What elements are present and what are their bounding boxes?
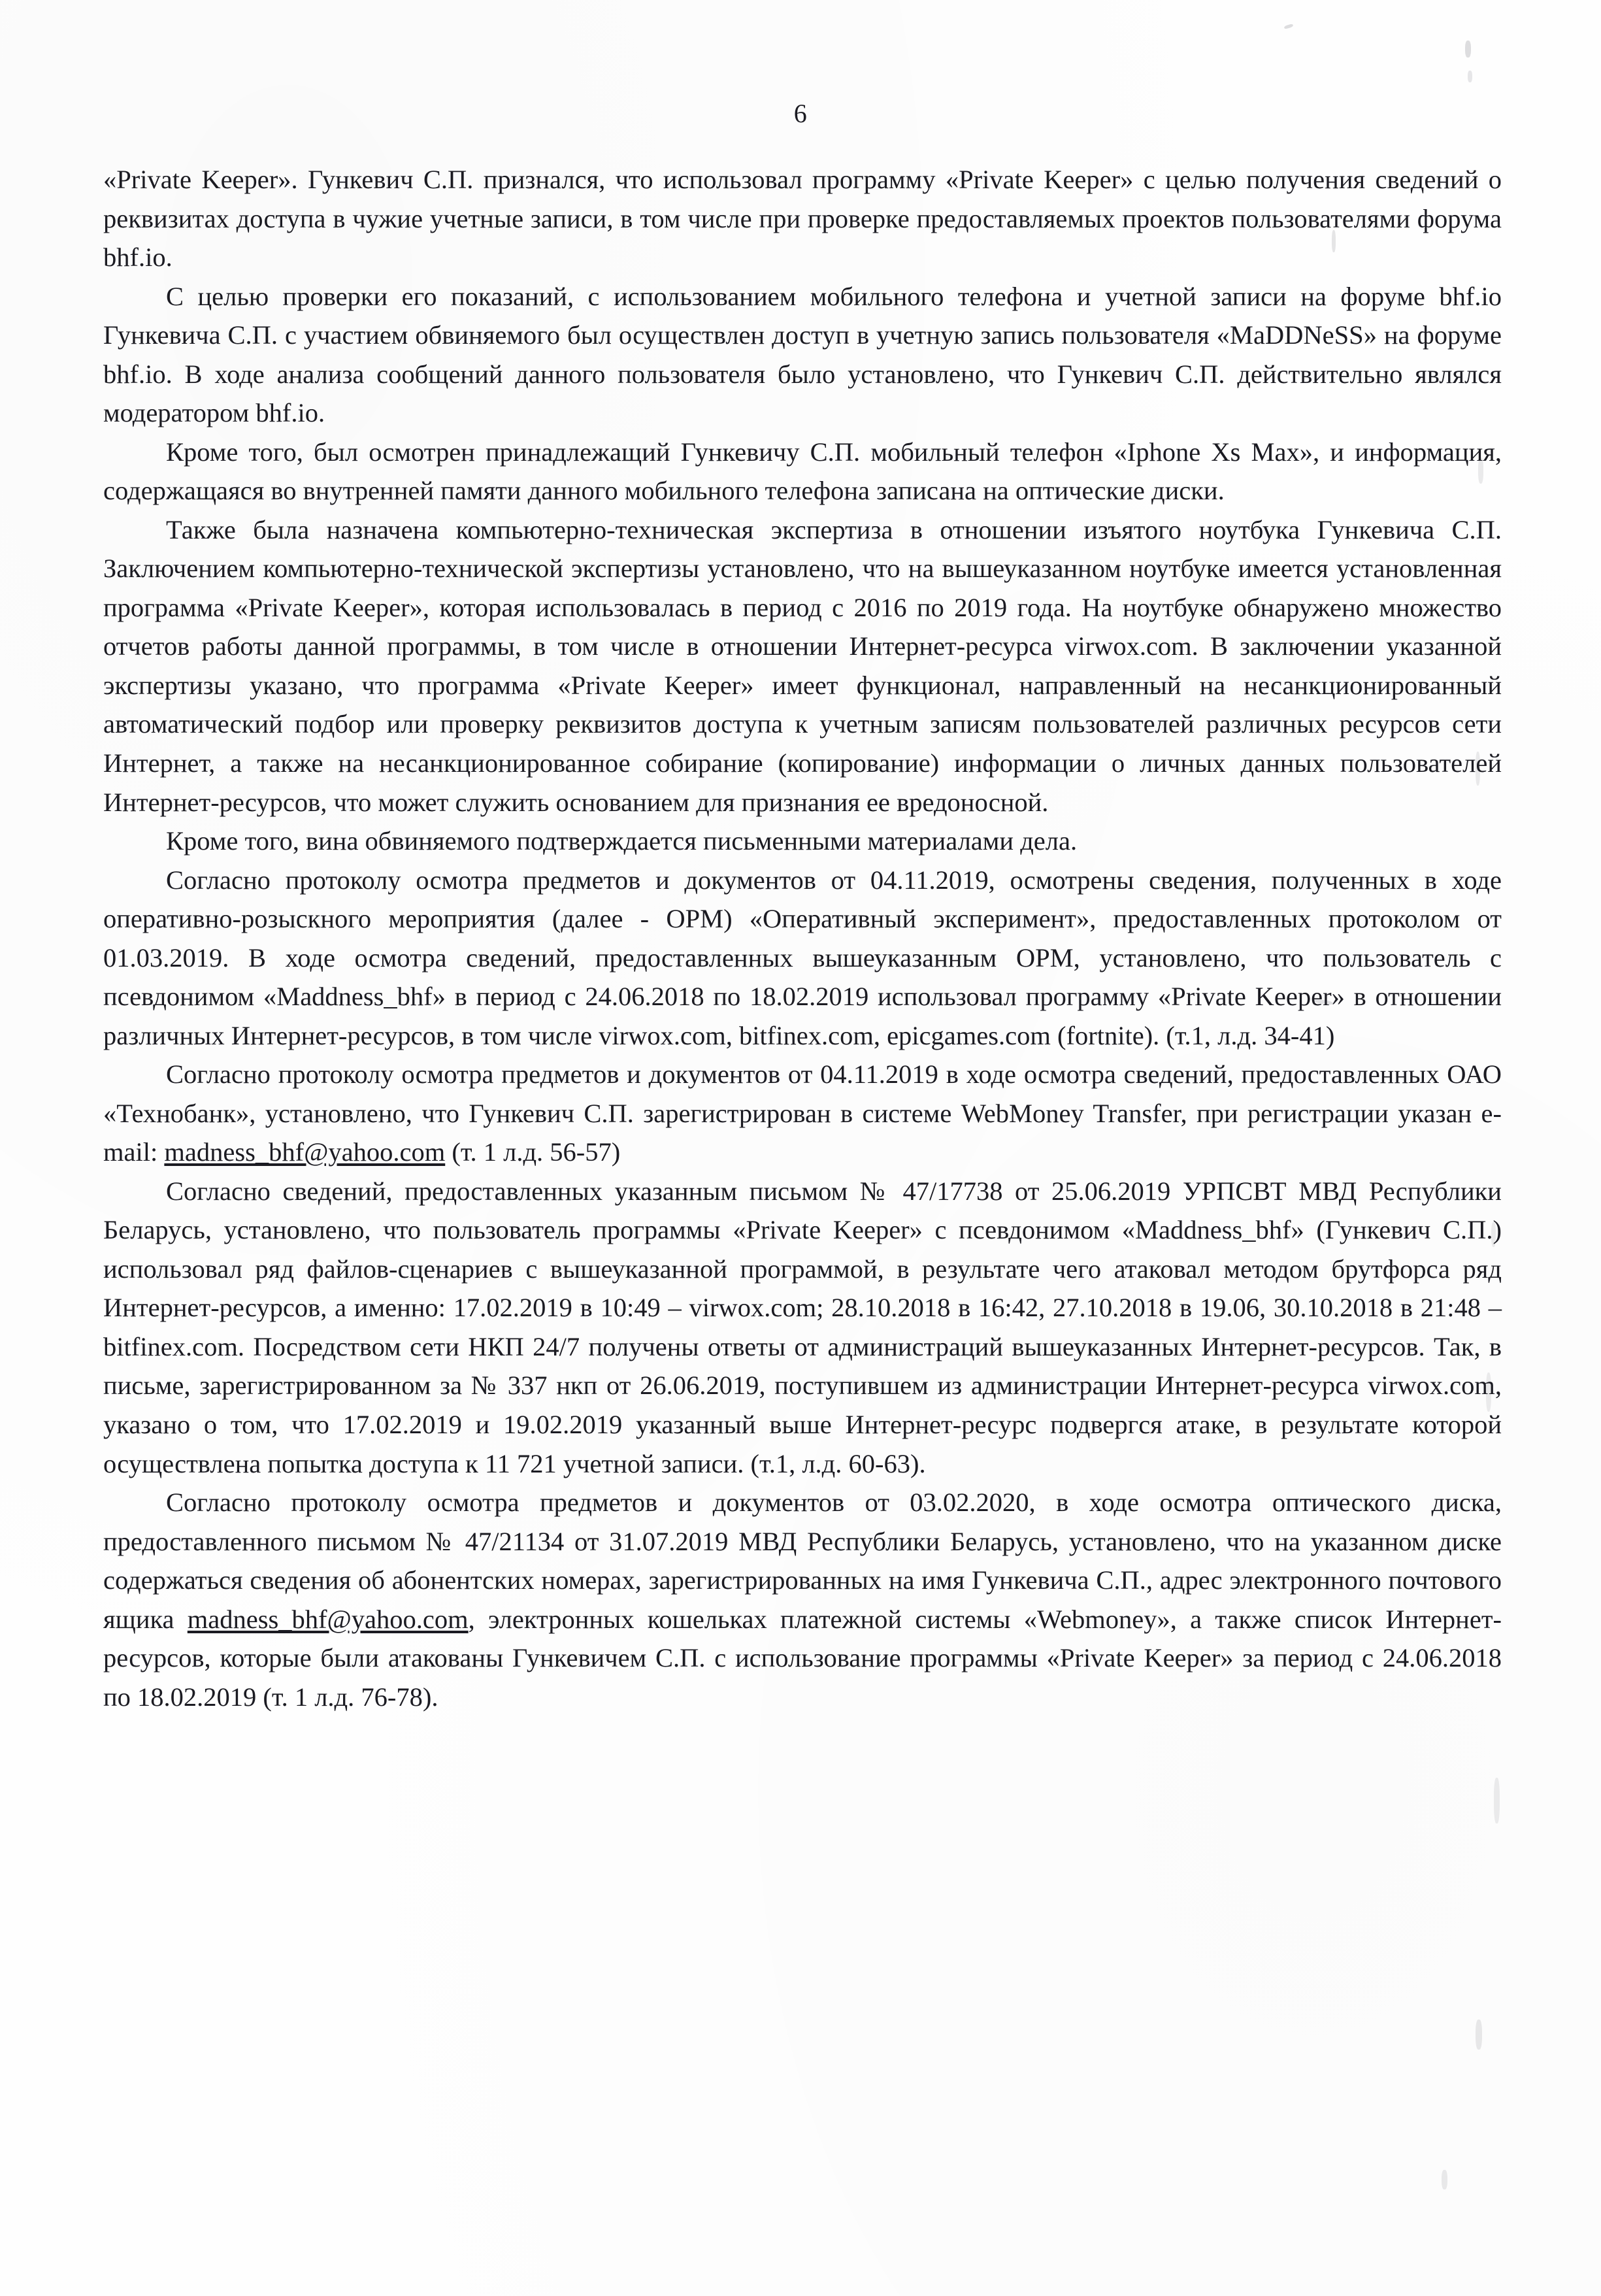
email-link-webmoney[interactable]: madness_bhf@yahoo.com: [164, 1137, 446, 1167]
paragraph-4: Также была назначена компьютерно-техническая экспертиза в отношении изъятого ноутбука Гункевича С.П. Заключением компьютерно-технической экспертизы установлено, что на вышеуказанном ноутбуке имеется установленная программа «Private Keeper», которая использовалась в период с 2016 по 2019 года. На ноутбуке обнаружено множество отчетов работы данной программы, в том числе в отношении Интернет-ресурса virwox.com. В заключении указанной экспертизы указано, что программа «Private Keeper» имеет функционал, направленный на несанкционированный автоматический подбор или проверку реквизитов доступа к учетным записям пользователей различных ресурсов сети Интернет, а также на несанкционированное собирание (копирование) информации о личных данных пользователей Интернет-ресурсов, что может служить основанием для признания ее вредоносной.: [103, 514, 1502, 817]
scan-artifact: [1486, 1373, 1491, 1412]
scan-artifact: [1491, 1222, 1496, 1247]
paragraph-webmoney-before: Согласно протоколу осмотра предметов и документов от 04.11.2019 в ходе осмотра сведений, предоставленных ОАО «Технобанк», установлено, что Гункевич С.П. зарегистрирован в системе WebMoney Transfer, при регистрации указан e-mail:: [103, 1059, 1502, 1167]
paragraph-5: Кроме того, вина обвиняемого подтверждается письменными материалами дела.: [166, 826, 1078, 856]
paragraph-6: Согласно протоколу осмотра предметов и документов от 04.11.2019, осмотрены сведения, полученных в ходе оперативно-розыскного мероприятия (далее - ОРМ) «Оперативный эксперимент», предоставленных протоколом от 01.03.2019. В ходе осмотра сведений, предоставленных вышеуказанным ОРМ, установлено, что пользователь с псевдонимом «Maddness_bhf» в период с 24.06.2018 по 18.02.2019 использовал программу «Private Keeper» в отношении различных Интернет-ресурсов, в том числе virwox.com, bitfinex.com, epicgames.com (fortnite). (т.1, л.д. 34-41): [103, 865, 1502, 1050]
email-link-disk[interactable]: madness_bhf@yahoo.com: [187, 1604, 469, 1634]
scan-artifact: [1465, 41, 1471, 58]
scan-artifact: [1284, 24, 1294, 29]
scan-artifact: [1476, 752, 1480, 786]
document-body: [103, 160, 1502, 1716]
scan-artifact: [1332, 230, 1336, 252]
paragraph-webmoney: [103, 1055, 1502, 1172]
scan-artifact: [1468, 71, 1472, 82]
paragraph-2: С целью проверки его показаний, с использованием мобильного телефона и учетной записи на форуме bhf.io Гункевича С.П. с участием обвиняемого был осуществлен доступ в учетную запись пользователя «MaDDNeSS» на форуме bhf.io. В ходе анализа сообщений данного пользователя было установлено, что Гункевич С.П. действительно являлся модератором bhf.io.: [103, 281, 1502, 428]
paragraph-disk-before: Согласно протоколу осмотра предметов и документов от 03.02.2020, в ходе осмотра оптического диска, предоставленного письмом № 47/21134 от 31.07.2019 МВД Республики Беларусь, установлено, что на указанном диске содержаться сведения об абонентских номерах, зарегистрированных на имя Гункевича С.П., адрес электронного почтового ящика: [103, 1488, 1502, 1634]
paragraph-disk: [103, 1483, 1502, 1716]
paragraph-urpsvt: Согласно сведений, предоставленных указанным письмом № 47/17738 от 25.06.2019 УРПСВТ МВД Республики Беларусь, установлено, что пользователь программы «Private Keeper» с псевдонимом «Maddness_bhf» (Гункевич С.П.) использовал ряд файлов-сценариев с вышеуказанной программой, в результате чего атаковал методом брутфорса ряд Интернет-ресурсов, а именно: 17.02.2019 в 10:49 – virwox.com; 28.10.2018 в 16:42, 27.10.2018 в 19.06, 30.10.2018 в 21:48 – bitfinex.com. Посредством сети НКП 24/7 получены ответы от администраций вышеуказанных Интернет-ресурсов. Так, в письме, зарегистрированном за № 337 нкп от 26.06.2019, поступившем из администрации Интернет-ресурса virwox.com, указано о том, что 17.02.2019 и 19.02.2019 указанный выше Интернет-ресурс подвергся атаке, в результате которой осуществлена попытка доступа к 11 721 учетной записи. (т.1, л.д. 60-63).: [103, 1176, 1502, 1478]
paragraph-webmoney-after: (т. 1 л.д. 56-57): [445, 1137, 621, 1167]
page-number: 6: [793, 99, 808, 128]
scan-artifact: [1478, 458, 1483, 484]
paragraph-3: Кроме того, был осмотрен принадлежащий Гункевичу С.П. мобильный телефон «Iphone Xs Max», и информация, содержащаяся во внутренней памяти данного мобильного телефона записана на оптические диски.: [103, 437, 1502, 506]
scan-artifact: [1476, 2020, 1482, 2050]
scan-artifact: [1494, 1778, 1500, 1823]
paragraph-1: «Private Keeper». Гункевич С.П. признался, что использовал программу «Private Keeper» с целью получения сведений о реквизитах доступа в чужие учетные записи, в том числе при проверке предоставляемых проектов пользователями форума bhf.io.: [103, 165, 1502, 273]
paragraph-disk-after: , электронных кошельках платежной системы «Webmoney», а также список Интернет-ресурсов, которые были атакованы Гункевичем С.П. с использование программы «Private Keeper» за период с 24.06.2018 по 18.02.2019 (т. 1 л.д. 76-78).: [103, 1604, 1502, 1712]
scan-artifact: [1442, 2170, 1447, 2189]
